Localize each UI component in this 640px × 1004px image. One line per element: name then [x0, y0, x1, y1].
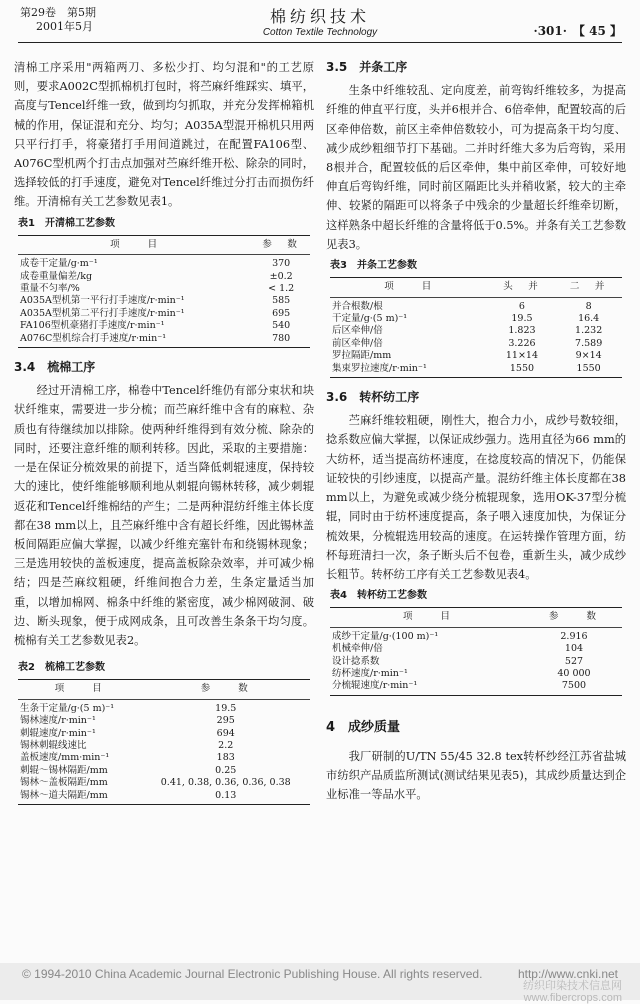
table2-caption: 表2 梳棉工艺参数 [18, 662, 105, 674]
table-row [18, 740, 310, 752]
table-row [330, 338, 622, 350]
table-row [330, 668, 622, 680]
table-cell: A076C型机综合打手速度/r·min⁻¹ [18, 333, 252, 348]
table-cell: 干定量/g·(5 m)⁻¹ [332, 313, 408, 325]
table3-header-item: 项 目 [330, 278, 489, 297]
table1-header-item: 项 目 [18, 235, 252, 254]
table-cell: 集束罗拉速度/r·min⁻¹ [330, 363, 489, 378]
table-cell: 2.916 [560, 630, 588, 642]
table-row [18, 777, 310, 789]
table-cell: 16.4 [578, 313, 600, 325]
table4-header-value: 参 数 [526, 608, 622, 627]
table-row [18, 333, 310, 348]
table-cell: 成卷重量偏差/kg [20, 270, 93, 282]
table-row [18, 320, 310, 332]
table-row [18, 790, 310, 805]
table-cell: ±0.2 [269, 270, 293, 282]
paragraph-opening-cleaning: 清棉工序采用"两箱两刀、多松少打、均匀混和"的工艺原则，要求A002C型抓棉机打包时，将苎麻纤维踩实、填平，高度与Tencel纤维一致，做到均匀抓取，并充分发挥棉箱机械的作用，保证混和充分、均匀；A035A型混开棉机只用两只平行打手，将豪猪打手用间道跳过，在配置FA106型、A076C型机两个打击点加强对苎麻纤维开松、除杂的同时，选择较低的打手速度，避免对Tencel纤维过分打击而损伤纤维。开清棉有关工艺参数见表1。 [14, 61, 314, 209]
copyright-text: © 1994-2010 China Academic Journal Electronic Publishing House. All rights reserved. [22, 967, 483, 981]
journal-title-en: Cotton Textile Technology [262, 27, 378, 38]
table3-header-second: 二 并 [555, 278, 622, 297]
table-cell: 295 [216, 715, 235, 727]
table-row [330, 325, 622, 337]
table-cell: 分梳辊速度/r·min⁻¹ [330, 680, 526, 695]
table-row [18, 728, 310, 740]
table1-caption: 表1 开清棉工艺参数 [18, 217, 115, 229]
table-cell: 设计捻系数 [332, 655, 380, 667]
table-cell: 7500 [526, 680, 622, 695]
page-number: ·301· 【 45 】 [533, 24, 622, 38]
paragraph-rotor-spinning: 苎麻纤维较粗硬，刚性大，抱合力小，成纱号数较细，捻系数应偏大掌握，以保证成纱强力。选用直径为66 mm的大纺杯，适当提高纺杯速度，在捻度较高的情况下，仍能保证较快的引纱速度，以提高产量。混纺纤维主体长度都在38 mm以上，为避免或减少绕分梳辊现象，选用OK-37型分梳辊，同时由于纺杯速度提高，条子喂入速度加快，为保证分梳效果，分梳辊选用较高的速度。在运转操作管理方面，纺杯每班清扫一次，条子断头后不包卷，重新生头，减少成纱长粗节。转杯纺工序有关工艺参数见表4。 [326, 414, 626, 581]
table-row [330, 313, 622, 325]
table-cell: 694 [216, 727, 235, 739]
cnki-link[interactable]: http://www.cnki.net [517, 967, 618, 981]
table-cell: A035A型机第一平行打手速度/r·min⁻¹ [20, 295, 185, 307]
table-cell: 11×14 [505, 350, 539, 362]
section-heading-carding: 3.4 梳棉工序 [14, 360, 96, 375]
table-cell: 重量不匀率/% [20, 283, 80, 295]
table-cell: 1.232 [575, 325, 603, 337]
table-cell: 生条干定量/g·(5 m)⁻¹ [20, 702, 115, 714]
table-row [18, 271, 310, 283]
table-cell: 370 [272, 258, 291, 270]
table-cell: 刺辊～锡林隔距/mm [20, 764, 108, 776]
table-cell: 19.5 [511, 313, 533, 325]
table-cell: 1550 [489, 363, 556, 378]
table-cell: 8 [585, 300, 592, 312]
table1-opening-params [18, 235, 310, 348]
journal-title-cn: 棉纺织技术 [269, 7, 370, 26]
table-row [330, 297, 622, 313]
table-row [18, 308, 310, 320]
table-cell: 后区牵伸/倍 [332, 325, 383, 337]
table-cell: 183 [216, 752, 235, 764]
table3-drawing-params [330, 277, 622, 378]
table-cell: 锡林～道夫隔距/mm [18, 790, 141, 805]
table4-rotor-params [330, 607, 622, 695]
table-row [330, 680, 622, 695]
table-cell: 锡林～盖板隔距/mm [20, 777, 108, 789]
table-cell: 527 [564, 655, 584, 667]
table-cell: 3.226 [508, 337, 536, 349]
journal-masthead [200, 4, 440, 38]
table-cell: 盖板速度/mm·min⁻¹ [20, 752, 110, 764]
table-row [18, 283, 310, 295]
section-heading-rotor-spinning: 3.6 转杯纺工序 [326, 390, 420, 405]
table-cell: 0.13 [141, 790, 310, 805]
table-cell: 585 [272, 295, 291, 307]
table1-header-value: 参 数 [252, 235, 310, 254]
left-column [14, 58, 314, 805]
table4-caption: 表4 转杯纺工艺参数 [330, 590, 427, 602]
table-cell: 9×14 [575, 350, 602, 362]
table-cell: 纺杯速度/r·min⁻¹ [332, 667, 408, 679]
table-cell: 罗拉隔距/mm [332, 350, 392, 362]
table3-caption: 表3 并条工艺参数 [330, 260, 417, 272]
table-cell: 并合根数/根 [332, 300, 383, 312]
issue-date: 2001年5月 [36, 20, 93, 33]
table-cell: 前区牵伸/倍 [332, 337, 383, 349]
table-row [330, 656, 622, 668]
table3-header-first: 头 并 [489, 278, 556, 297]
paragraph-yarn-quality: 我厂研制的U/TN 55/45 32.8 tex转杯纱经江苏省盐城市纺织产品质监所测试(测试结果见表5)，其成纱质量达到企业标准一等品水平。 [326, 749, 626, 802]
table-cell: 1550 [555, 363, 622, 378]
table-row [18, 255, 310, 271]
table-cell: < 1.2 [268, 283, 295, 295]
section-heading-drawing: 3.5 并条工序 [326, 60, 408, 74]
volume-issue: 第29卷 第5期 [20, 6, 96, 19]
paragraph-carding: 经过开清棉工序，棉卷中Tencel纤维仍有部分束状和块状纤维束，需要进一步分梳；而苎麻纤维中含有的麻粒、杂质也有待继续加以排除。使两种纤维得到有效分梳、除杂的同时，还要注意纤维的顺利转移。因此，采取的主要措施：一是在保证分梳效果的前提下，适当降低刺辊速度，保持较大的速比，使纤维能够顺利地从刺辊向锡林转移，减少刺辊返花和Tencel纤维棉结的产生；二是两种混纺纤维主体长度都在38 mm以上，且苎麻纤维中含有超长纤维，因此锡林盖板间隔距应偏大掌握，以减少纤维充塞针布和绕锡林现象；三是选用较快的盖板速度，提高盖板除杂效率，并可减少棉结；四是苎麻纹粗硬，纤维间抱合力差，生条定量适当加重，以增加棉网、棉条中纤维的紧密度，减少棉网破洞、破边、断头现象，便于成网成条，且可改善生条条干均匀度。梳棉有关工艺参数见表2。 [14, 384, 314, 647]
table-cell: 695 [272, 307, 291, 319]
header-rule [18, 42, 622, 43]
table-cell: 2.2 [218, 739, 234, 751]
table-row [330, 363, 622, 378]
table-row [330, 643, 622, 655]
section-heading-yarn-quality: 4 成纱质量 [326, 719, 401, 735]
paragraph-drawing: 生条中纤维较乱、定向度差，前弯钩纤维较多，为提高纤维的伸直平行度，头并6根并合、6倍牵伸，配置较高的后区牵伸倍数，前区主牵伸倍数较小，可为提高条干均匀度、减少成纱粗细节打下基础。二并时纤维大多为后弯钩，采用8根并合，配置较低的后区牵伸，集中前区牵伸，可较好地伸直后弯钩纤维，同时前区隔距比头并稍收紧，较大的主牵伸、较紧的隔距可以将条子中残余的少量超长纤维牵切断，这样熟条中超长纤维的含量将低于0.5%。并条有关工艺参数见表3。 [326, 84, 626, 251]
table-cell: 刺辊速度/r·min⁻¹ [20, 727, 96, 739]
table-cell: 6 [518, 300, 525, 312]
table-cell: 成纱干定量/g·(100 m)⁻¹ [332, 630, 439, 642]
watermark-url: www.fibercrops.com [523, 992, 622, 1004]
table2-header-item: 项 目 [18, 680, 141, 699]
table-row [330, 350, 622, 362]
table-cell: 780 [252, 333, 310, 348]
table-cell: A035A型机第二平行打手速度/r·min⁻¹ [20, 307, 185, 319]
table-cell: 1.823 [508, 325, 536, 337]
table-row [18, 765, 310, 777]
issue-info [20, 6, 96, 34]
right-column [326, 58, 626, 805]
table-cell: 19.5 [215, 702, 237, 714]
table-cell: 0.41, 0.38, 0.36, 0.36, 0.38 [160, 777, 291, 789]
table-row [18, 295, 310, 307]
table-cell: FA106型机豪猪打手速度/r·min⁻¹ [20, 320, 165, 332]
table-cell: 成卷干定量/g·m⁻¹ [20, 258, 98, 270]
table-cell: 锡林速度/r·min⁻¹ [20, 715, 96, 727]
table-row [330, 627, 622, 643]
table-cell: 7.589 [575, 337, 603, 349]
table4-header-item: 项 目 [330, 608, 526, 627]
table-cell: 0.25 [215, 764, 237, 776]
table-row [18, 699, 310, 715]
table2-carding-params [18, 679, 310, 805]
watermark-cn: 纺织印染技术信息网 [523, 980, 622, 992]
table-row [18, 752, 310, 764]
table-row [18, 715, 310, 727]
table2-header-value: 参 数 [141, 680, 310, 699]
table-cell: 40 000 [557, 667, 591, 679]
table-cell: 锡林刺辊线速比 [20, 739, 87, 751]
watermark [523, 980, 622, 1004]
table-cell: 540 [272, 320, 291, 332]
table-cell: 104 [564, 643, 584, 655]
table-cell: 机械牵伸/倍 [332, 643, 383, 655]
